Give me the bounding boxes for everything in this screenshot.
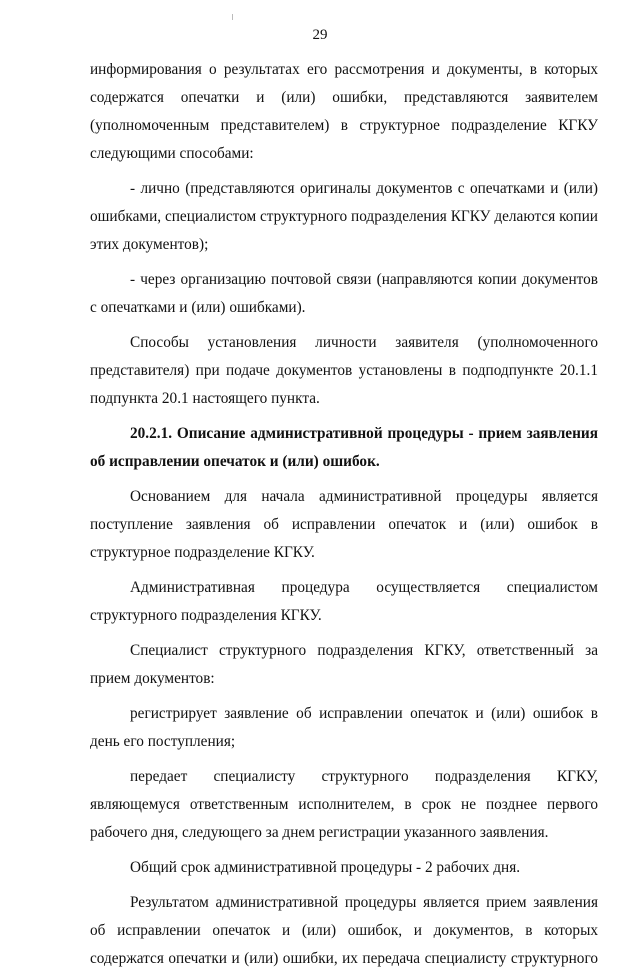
paragraph-duration: Общий срок административной процедуры - 2 рабочих дня. [130, 859, 521, 876]
paragraph-continuation: информирования о результатах его рассмотрения и документы, в которых содержатся опечатки и (или) ошибки, представляются заявителем (уполномоченным представителем) в структурное подразделение КГКУ следующими способами: [90, 61, 598, 162]
paragraph-result: Результатом административной процедуры является прием заявления об исправлении опечаток и (или) ошибок, и документов, в которых содержатся опечатки и (или) ошибки, их передача специалисту структурного [90, 894, 598, 967]
list-item-in-person: - лично (представляются оригиналы документов с опечатками и (или) ошибками, специалистом структурного подразделения КГКУ делаются копии этих документов); [90, 180, 598, 253]
scan-mark [232, 14, 233, 20]
paragraph-identity: Способы установления личности заявителя (уполномоченного представителя) при подаче документов установлены в подподпункте 20.1.1 подпункта 20.1 настоящего пункта. [90, 334, 598, 407]
paragraph-basis: Основанием для начала административной процедуры является поступление заявления об исправлении опечаток и (или) ошибок в структурное подразделение КГКУ. [90, 488, 598, 561]
paragraph-specialist: Специалист структурного подразделения КГКУ, ответственный за прием документов: [90, 642, 598, 687]
section-heading: 20.2.1. Описание административной процедуры - прием заявления об исправлении опечаток и (или) ошибок. [90, 425, 598, 470]
page-number: 29 [312, 27, 328, 43]
paragraph-registers: регистрирует заявление об исправлении опечаток и (или) ошибок в день его поступления; [90, 705, 598, 750]
paragraph-performer: Административная процедура осуществляется специалистом структурного подразделения КГКУ. [90, 579, 598, 624]
document-body [90, 56, 598, 973]
paragraph-transfers: передает специалисту структурного подразделения КГКУ, являющемуся ответственным исполнителем, в срок не позднее первого рабочего дня, следующего за днем регистрации указанного заявления. [90, 768, 598, 841]
list-item-postal: - через организацию почтовой связи (направляются копии документов с опечатками и (или) ошибками). [90, 271, 598, 316]
